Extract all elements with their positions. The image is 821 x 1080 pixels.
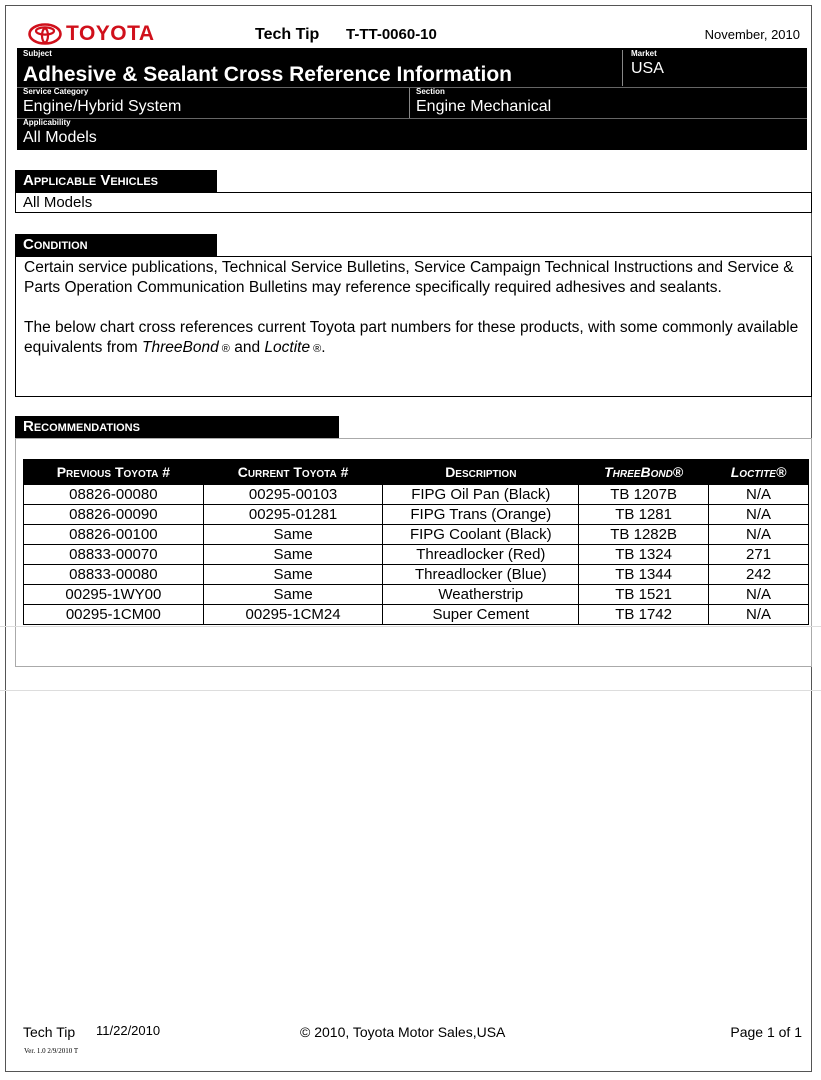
col-description: Description bbox=[383, 460, 579, 485]
cell-current: 00295-1CM24 bbox=[203, 605, 383, 625]
scan-artifact-line bbox=[0, 626, 821, 627]
cell-current: Same bbox=[203, 565, 383, 585]
cell-description: FIPG Coolant (Black) bbox=[383, 525, 579, 545]
category-value: Engine/Hybrid System bbox=[23, 98, 182, 115]
doc-date: November, 2010 bbox=[704, 27, 800, 42]
section-value: Engine Mechanical bbox=[416, 98, 552, 115]
market-label: Market bbox=[631, 49, 657, 58]
col-current-toyota: Current Toyota # bbox=[203, 460, 383, 485]
table-header-row bbox=[24, 460, 809, 485]
market-divider bbox=[622, 50, 623, 86]
footer-print-date: 11/22/2010 bbox=[96, 1023, 161, 1038]
cell-threebond: TB 1324 bbox=[579, 545, 709, 565]
category-divider bbox=[17, 118, 807, 119]
cell-current: 00295-00103 bbox=[203, 485, 383, 505]
cell-description: FIPG Trans (Orange) bbox=[383, 505, 579, 525]
condition-heading: Condition bbox=[15, 234, 217, 256]
cell-loctite: 271 bbox=[709, 545, 809, 565]
condition-paragraph-2 bbox=[24, 318, 810, 359]
cell-previous: 08833-00070 bbox=[24, 545, 204, 565]
applicability-label: Applicability bbox=[23, 118, 71, 127]
cell-loctite: N/A bbox=[709, 605, 809, 625]
cell-previous: 08826-00080 bbox=[24, 485, 204, 505]
applicable-vehicles-text: All Models bbox=[23, 194, 93, 211]
cell-loctite: 242 bbox=[709, 565, 809, 585]
table-row bbox=[24, 605, 809, 625]
footer-version: Ver. 1.0 2/9/2010 T bbox=[24, 1047, 79, 1055]
cell-current: Same bbox=[203, 545, 383, 565]
and-text: and bbox=[229, 339, 265, 356]
col-loctite: Loctite® bbox=[709, 460, 809, 485]
recommendations-heading: Recommendations bbox=[15, 416, 339, 438]
subject-label: Subject bbox=[23, 49, 52, 58]
cell-description: FIPG Oil Pan (Black) bbox=[383, 485, 579, 505]
period: . bbox=[321, 339, 326, 356]
cell-previous: 00295-1WY00 bbox=[24, 585, 204, 605]
table-row bbox=[24, 585, 809, 605]
registered-mark: ® bbox=[221, 343, 230, 355]
table-row bbox=[24, 525, 809, 545]
registered-mark-2: ® bbox=[313, 343, 322, 355]
cell-threebond: TB 1521 bbox=[579, 585, 709, 605]
applicability-value: All Models bbox=[23, 129, 97, 146]
table-row bbox=[24, 485, 809, 505]
condition-paragraph-2-text: The below chart cross references current Toyota part numbers for these products, with some commonly available equivalents from bbox=[24, 319, 799, 356]
doc-number: T-TT-0060-10 bbox=[346, 26, 437, 43]
market-value: USA bbox=[631, 60, 664, 77]
section-divider bbox=[409, 88, 410, 118]
scan-artifact-line-2 bbox=[0, 690, 821, 691]
cell-description: Threadlocker (Red) bbox=[383, 545, 579, 565]
cell-loctite: N/A bbox=[709, 505, 809, 525]
condition-paragraph-1: Certain service publications, Technical Service Bulletins, Service Campaign Technical Instructions and Service & Parts Operation Communication Bulletins may reference specifically required adhesives and sealants. bbox=[24, 259, 794, 296]
table-row bbox=[24, 565, 809, 585]
toyota-logo bbox=[28, 22, 155, 46]
loctite-brand: Loctite bbox=[264, 339, 311, 356]
subject-title: Adhesive & Sealant Cross Reference Information bbox=[23, 63, 512, 86]
toyota-emblem-icon bbox=[28, 23, 62, 45]
cell-threebond: TB 1282B bbox=[579, 525, 709, 545]
table-row bbox=[24, 505, 809, 525]
cell-loctite: N/A bbox=[709, 485, 809, 505]
condition-body bbox=[24, 258, 810, 379]
cell-previous: 08826-00090 bbox=[24, 505, 204, 525]
cell-previous: 08833-00080 bbox=[24, 565, 204, 585]
cell-previous: 08826-00100 bbox=[24, 525, 204, 545]
section-label: Section bbox=[416, 87, 445, 96]
cell-description: Threadlocker (Blue) bbox=[383, 565, 579, 585]
cell-description: Weatherstrip bbox=[383, 585, 579, 605]
cell-description: Super Cement bbox=[383, 605, 579, 625]
threebond-brand: ThreeBond bbox=[142, 339, 219, 356]
footer-page-number: Page 1 of 1 bbox=[730, 1024, 802, 1040]
cell-loctite: N/A bbox=[709, 525, 809, 545]
col-threebond: ThreeBond® bbox=[579, 460, 709, 485]
cell-threebond: TB 1742 bbox=[579, 605, 709, 625]
logo-wordmark: TOYOTA bbox=[66, 22, 155, 45]
cell-current: Same bbox=[203, 525, 383, 545]
table-row bbox=[24, 545, 809, 565]
cell-current: Same bbox=[203, 585, 383, 605]
subject-block bbox=[17, 48, 807, 150]
cross-reference-table bbox=[23, 459, 809, 625]
col-previous-toyota: Previous Toyota # bbox=[24, 460, 204, 485]
doc-type: Tech Tip bbox=[255, 26, 320, 43]
cell-previous: 00295-1CM00 bbox=[24, 605, 204, 625]
subject-divider bbox=[17, 87, 807, 88]
cell-threebond: TB 1281 bbox=[579, 505, 709, 525]
footer-doc-type: Tech Tip bbox=[23, 1024, 76, 1040]
cell-threebond: TB 1344 bbox=[579, 565, 709, 585]
category-label: Service Category bbox=[23, 87, 89, 96]
applicable-vehicles-box bbox=[15, 192, 812, 213]
applicable-vehicles-heading: Applicable Vehicles bbox=[15, 170, 217, 192]
footer-copyright: © 2010, Toyota Motor Sales,USA bbox=[300, 1024, 506, 1040]
cell-threebond: TB 1207B bbox=[579, 485, 709, 505]
cell-loctite: N/A bbox=[709, 585, 809, 605]
cell-current: 00295-01281 bbox=[203, 505, 383, 525]
